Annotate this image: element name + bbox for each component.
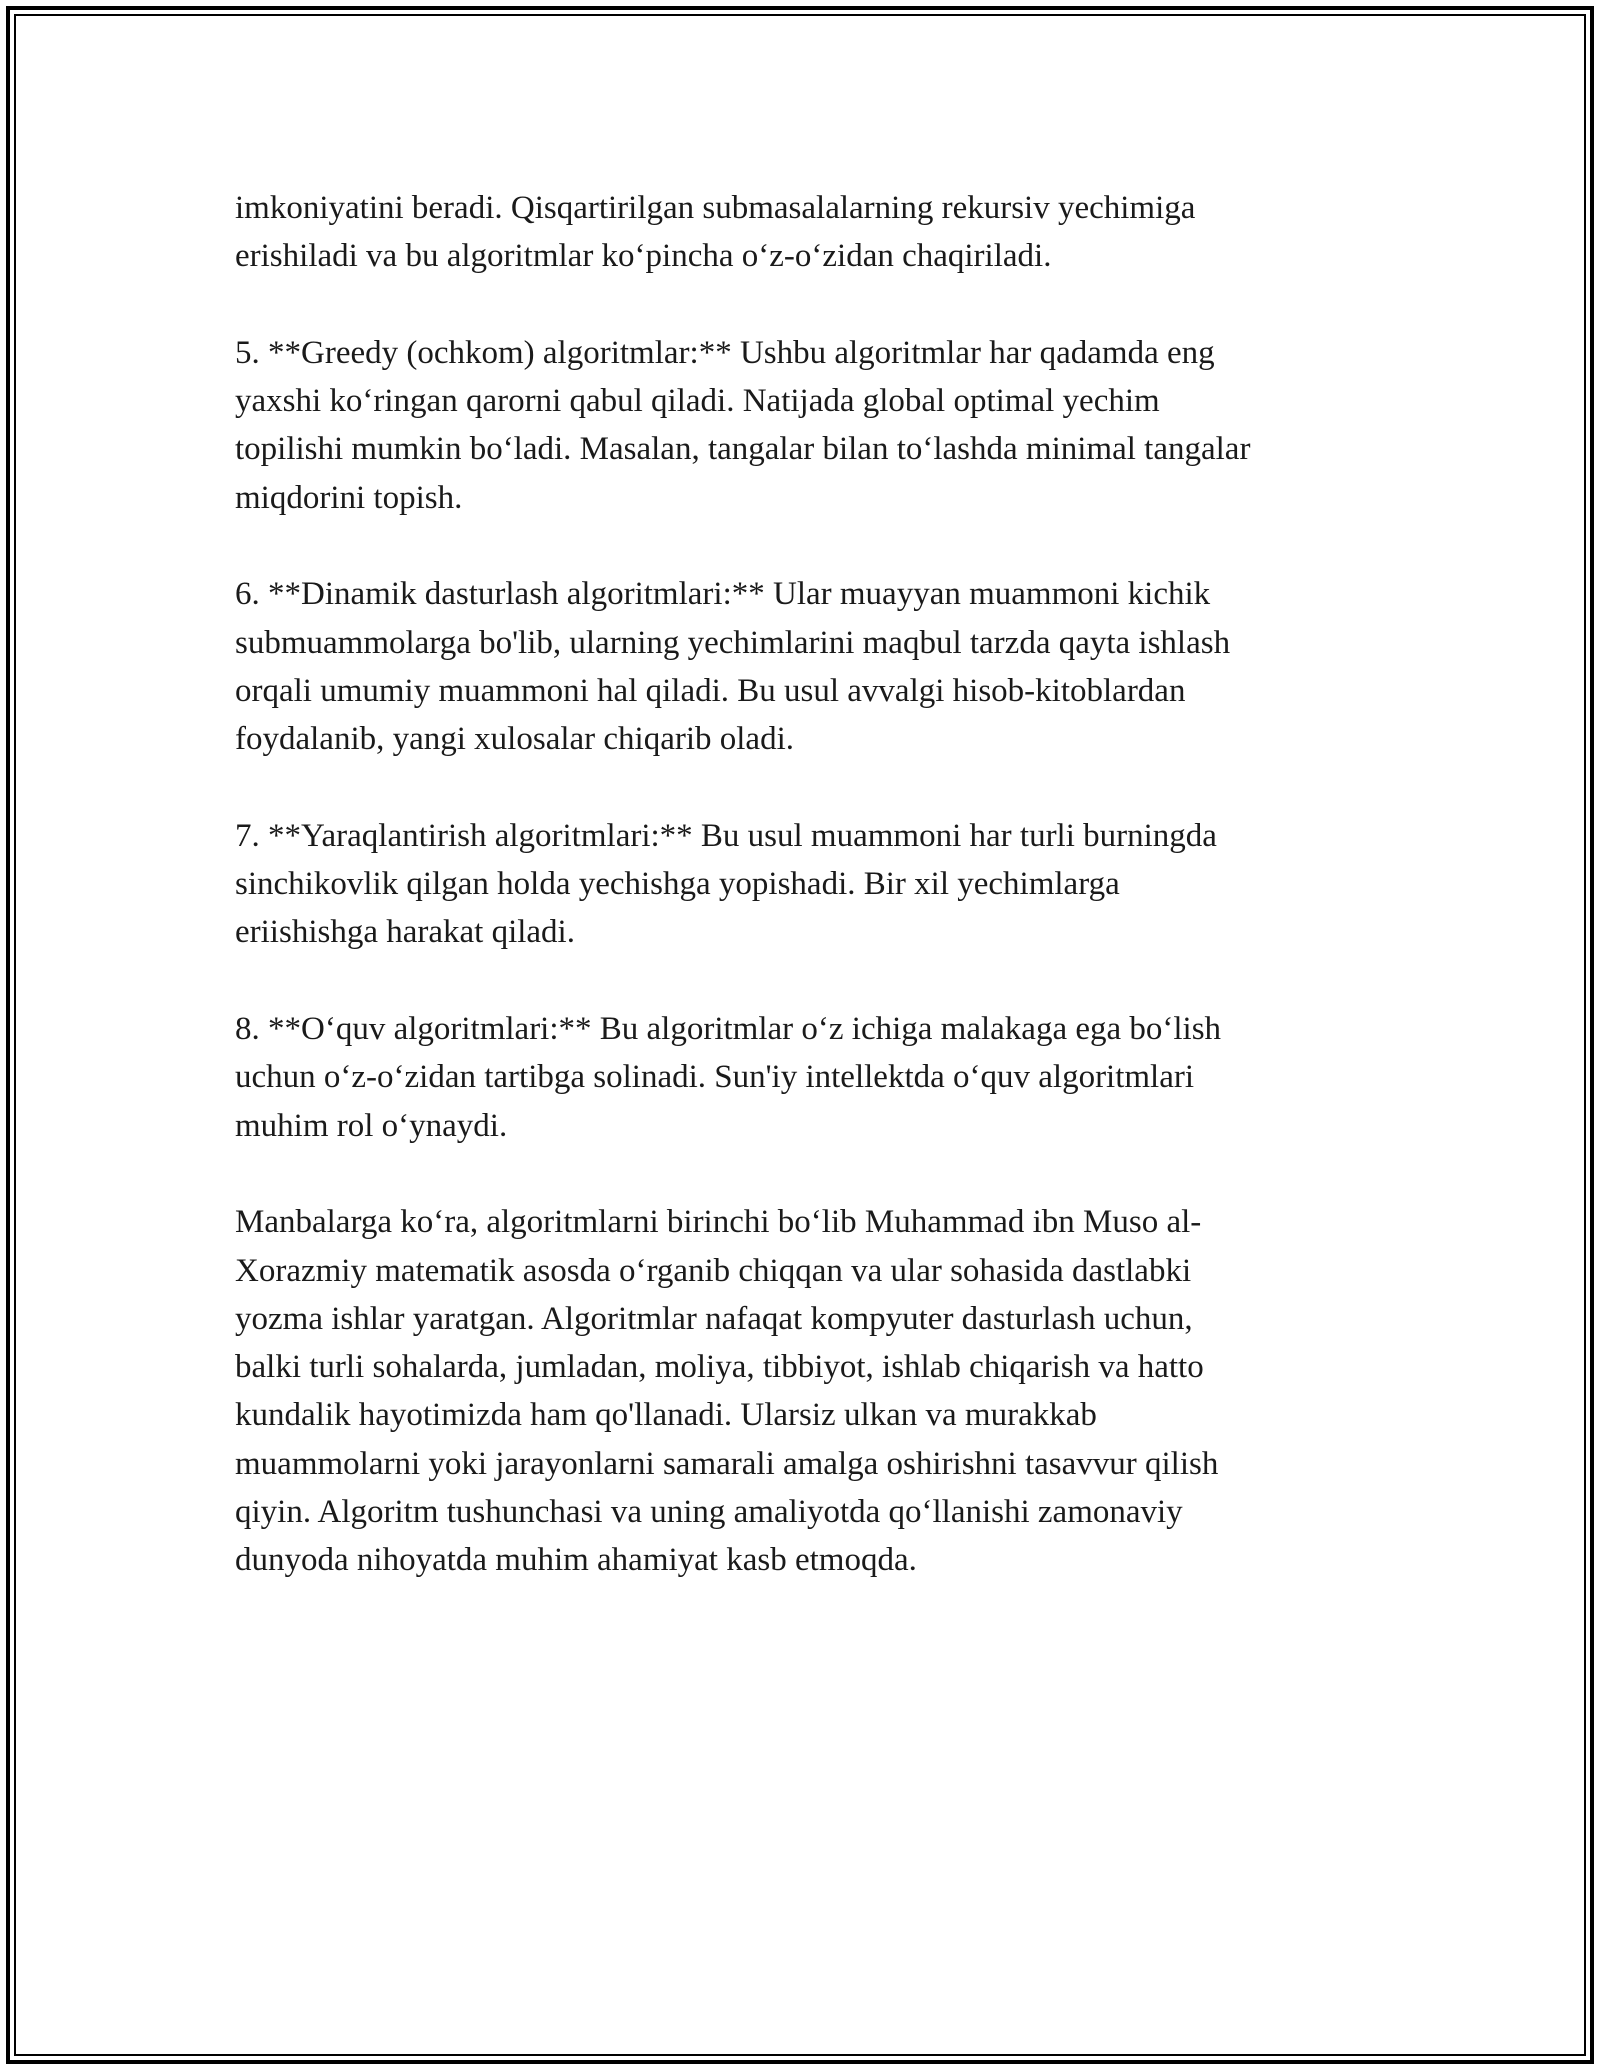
text-line: kundalik hayotimizda ham qo'llanadi. Ularsiz ulkan va murakkab: [235, 1397, 1097, 1434]
text-line: balki turli sohalarda, jumladan, moliya, tibbiyot, ishlab chiqarish va hatto: [235, 1349, 1204, 1386]
text-line: 8. **O‘quv algoritmlari:** Bu algoritmlar o‘z ichiga malakaga ega bo‘lish: [235, 1011, 1222, 1048]
text-line: imkoniyatini beradi. Qisqartirilgan submasalalarning rekursiv yechimiga: [235, 190, 1196, 226]
text-line: orqali umumiy muammoni hal qiladi. Bu usul avvalgi hisob-kitoblardan: [235, 672, 1186, 709]
text-line: qiyin. Algoritm tushunchasi va uning amaliyotda qo‘llanishi zamonaviy: [235, 1494, 1183, 1531]
text-line: muhim rol o‘ynaydi.: [235, 1107, 508, 1144]
text-line: 5. **Greedy (ochkom) algoritmlar:** Ushbu algoritmlar har qadamda eng: [235, 334, 1215, 371]
text-line: erishiladi va bu algoritmlar ko‘pincha o‘z-o‘zidan chaqiriladi.: [235, 238, 1052, 275]
paragraph-conclusion: [235, 1198, 1395, 1584]
paragraph-learning-algorithms: [235, 1005, 1395, 1150]
text-line: muammolarni yoki jarayonlarni samarali amalga oshirishni tasavvur qilish: [235, 1445, 1219, 1482]
paragraph-yaraqlantirish-algorithms: [235, 812, 1395, 957]
text-line: yozma ishlar yaratgan. Algoritmlar nafaqat kompyuter dasturlash uchun,: [235, 1300, 1193, 1337]
text-line: topilishi mumkin bo‘ladi. Masalan, tangalar bilan to‘lashda minimal tangalar: [235, 431, 1251, 468]
text-line: 6. **Dinamik dasturlash algoritmlari:** Ular muayyan muammoni kichik: [235, 576, 1211, 613]
text-line: uchun o‘z-o‘zidan tartibga solinadi. Sun'iy intellektda o‘quv algoritmlari: [235, 1059, 1195, 1096]
text-line: dunyoda nihoyatda muhim ahamiyat kasb etmoqda.: [235, 1542, 917, 1579]
text-line: Xorazmiy matematik asosda o‘rganib chiqqan va ular sohasida dastlabki: [235, 1252, 1192, 1289]
text-line: foydalanib, yangi xulosalar chiqarib oladi.: [235, 721, 795, 758]
paragraph-greedy-algorithms: [235, 329, 1395, 522]
text-line: submuammolarga bo'lib, ularning yechimlarini maqbul tarzda qayta ishlash: [235, 624, 1231, 661]
text-line: 7. **Yaraqlantirish algoritmlari:** Bu usul muammoni har turli burningda: [235, 817, 1217, 854]
text-line: eriishishga harakat qiladi.: [235, 914, 575, 951]
text-line: miqdorini topish.: [235, 479, 463, 516]
text-line: sinchikovlik qilgan holda yechishga yopishadi. Bir xil yechimlarga: [235, 866, 1120, 903]
paragraph-recursive-continuation: [235, 184, 1395, 281]
text-line: Manbalarga ko‘ra, algoritmlarni birinchi bo‘lib Muhammad ibn Muso al-: [235, 1204, 1202, 1241]
document-body: [235, 184, 1395, 1633]
paragraph-dynamic-programming: [235, 570, 1395, 763]
text-line: yaxshi ko‘ringan qarorni qabul qiladi. Natijada global optimal yechim: [235, 383, 1160, 420]
